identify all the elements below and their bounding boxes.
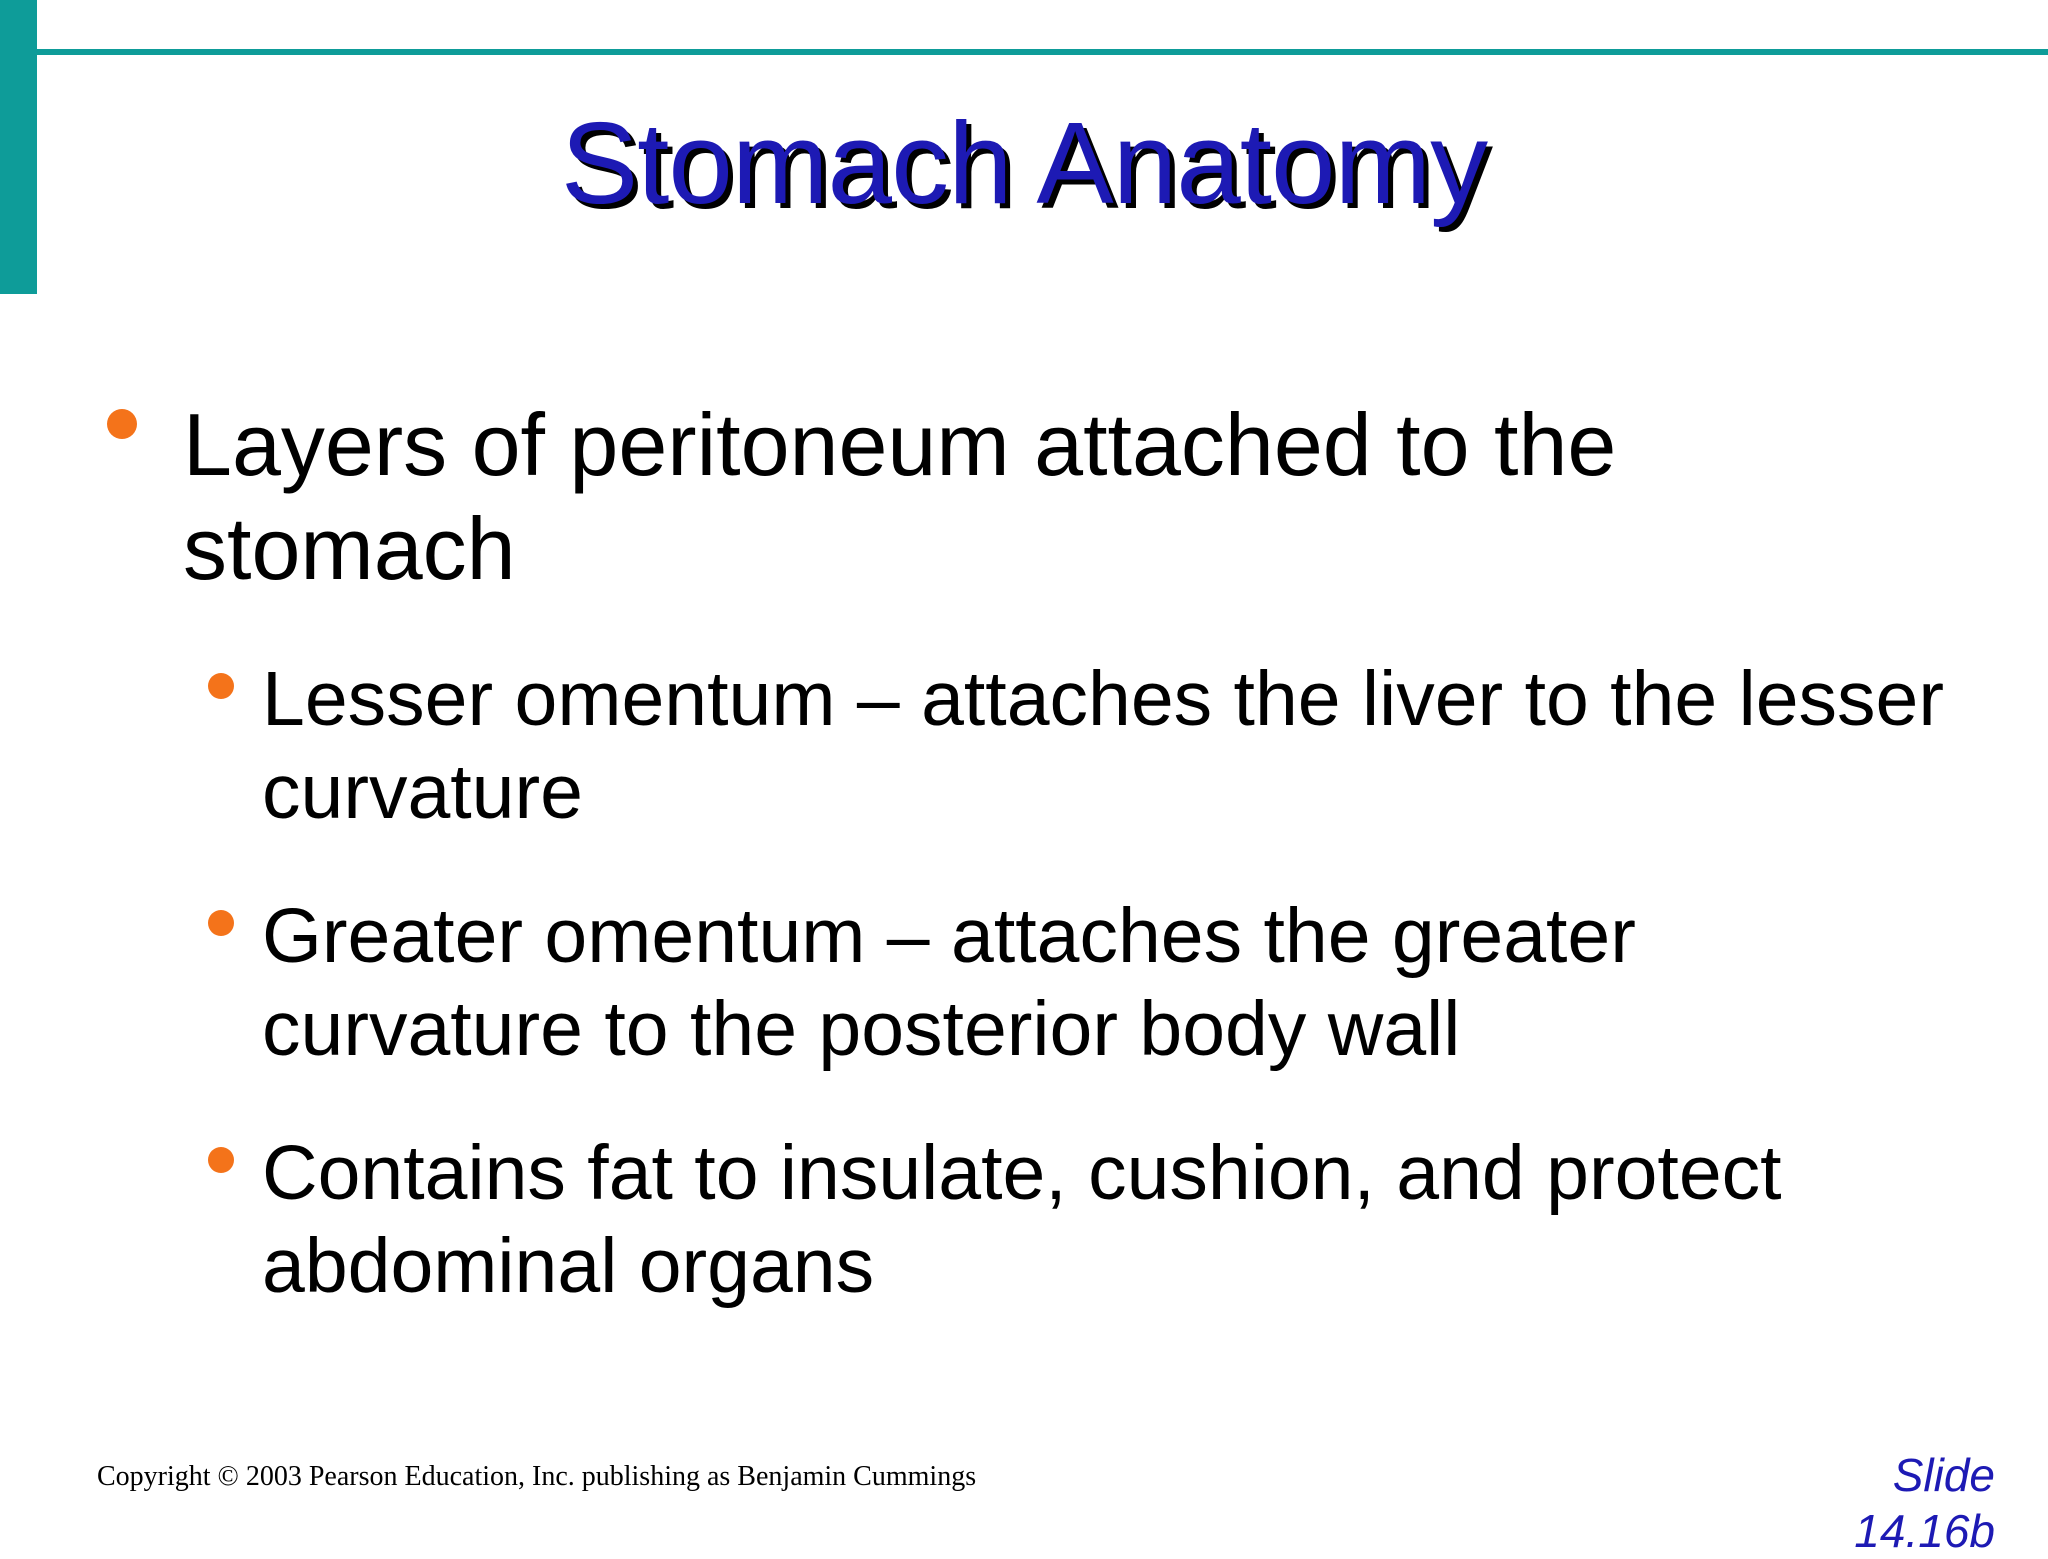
bullet-item-level2: Greater omentum – attaches the greater curvature to the posterior body wall	[262, 893, 1636, 1072]
slide-label: Slide	[1892, 1449, 1995, 1501]
bullet-item-level1: Layers of peritoneum attached to the stomach	[183, 395, 1617, 598]
slide-number-value: 14.16b	[1854, 1505, 1995, 1557]
bullet-dot-icon	[208, 673, 234, 699]
accent-line-horizontal	[37, 49, 2048, 55]
bullet-item-level2: Contains fat to insulate, cushion, and protect abdominal organs	[262, 1130, 1782, 1309]
slide-number	[1854, 1447, 1995, 1559]
bullet-dot-icon	[107, 409, 137, 439]
bullet-item-level2: Lesser omentum – attaches the liver to the lesser curvature	[262, 656, 1945, 835]
footer-copyright: Copyright © 2003 Pearson Education, Inc. publishing as Benjamin Cummings	[97, 1461, 977, 1492]
bullet-dot-icon	[208, 910, 234, 936]
bullet-dot-icon	[208, 1147, 234, 1173]
slide-title: Stomach Anatomy	[560, 98, 1488, 228]
